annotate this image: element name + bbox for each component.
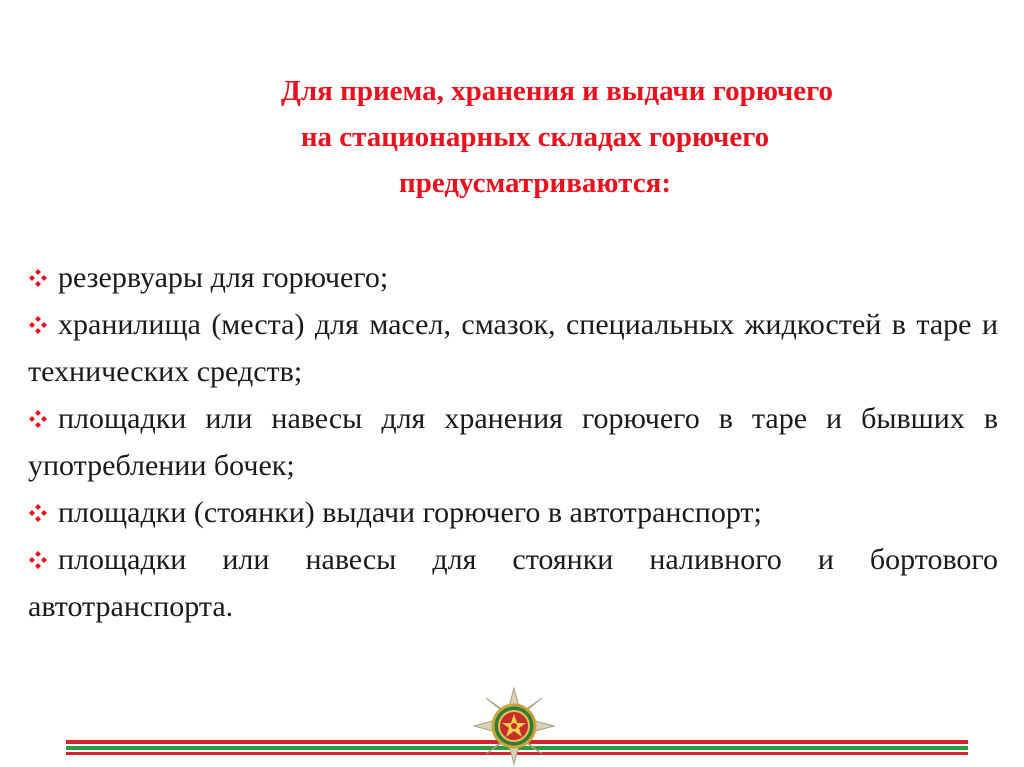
- list-item: [28, 489, 998, 536]
- title-line: Для приема, хранения и выдачи горючего: [280, 75, 834, 107]
- diamond-cluster-icon: [28, 503, 48, 523]
- facility-list: [28, 254, 998, 630]
- title-line: предусматриваются:: [399, 167, 671, 199]
- title-line: на стационарных складах горючего: [300, 121, 770, 153]
- list-item-text: площадки или навесы для хранения горючего в таре и бывших в употреблении бочек;: [28, 402, 998, 482]
- military-emblem-icon: [472, 686, 556, 766]
- diamond-cluster-icon: [28, 268, 48, 288]
- list-item-text: площадки или навесы для стоянки наливного и бортового автотранспорта.: [28, 543, 998, 623]
- list-item: [28, 536, 998, 630]
- slide-title: [130, 68, 940, 206]
- diamond-cluster-icon: [28, 315, 48, 335]
- list-item-text: площадки (стоянки) выдачи горючего в автотранспорт;: [58, 496, 762, 529]
- list-item: [28, 254, 998, 301]
- diamond-cluster-icon: [28, 550, 48, 570]
- list-item: [28, 301, 998, 395]
- list-item: [28, 395, 998, 489]
- list-item-text: резервуары для горючего;: [58, 261, 389, 294]
- diamond-cluster-icon: [28, 409, 48, 429]
- list-item-text: хранилища (места) для масел, смазок, специальных жидкостей в таре и технических средств;: [28, 308, 998, 388]
